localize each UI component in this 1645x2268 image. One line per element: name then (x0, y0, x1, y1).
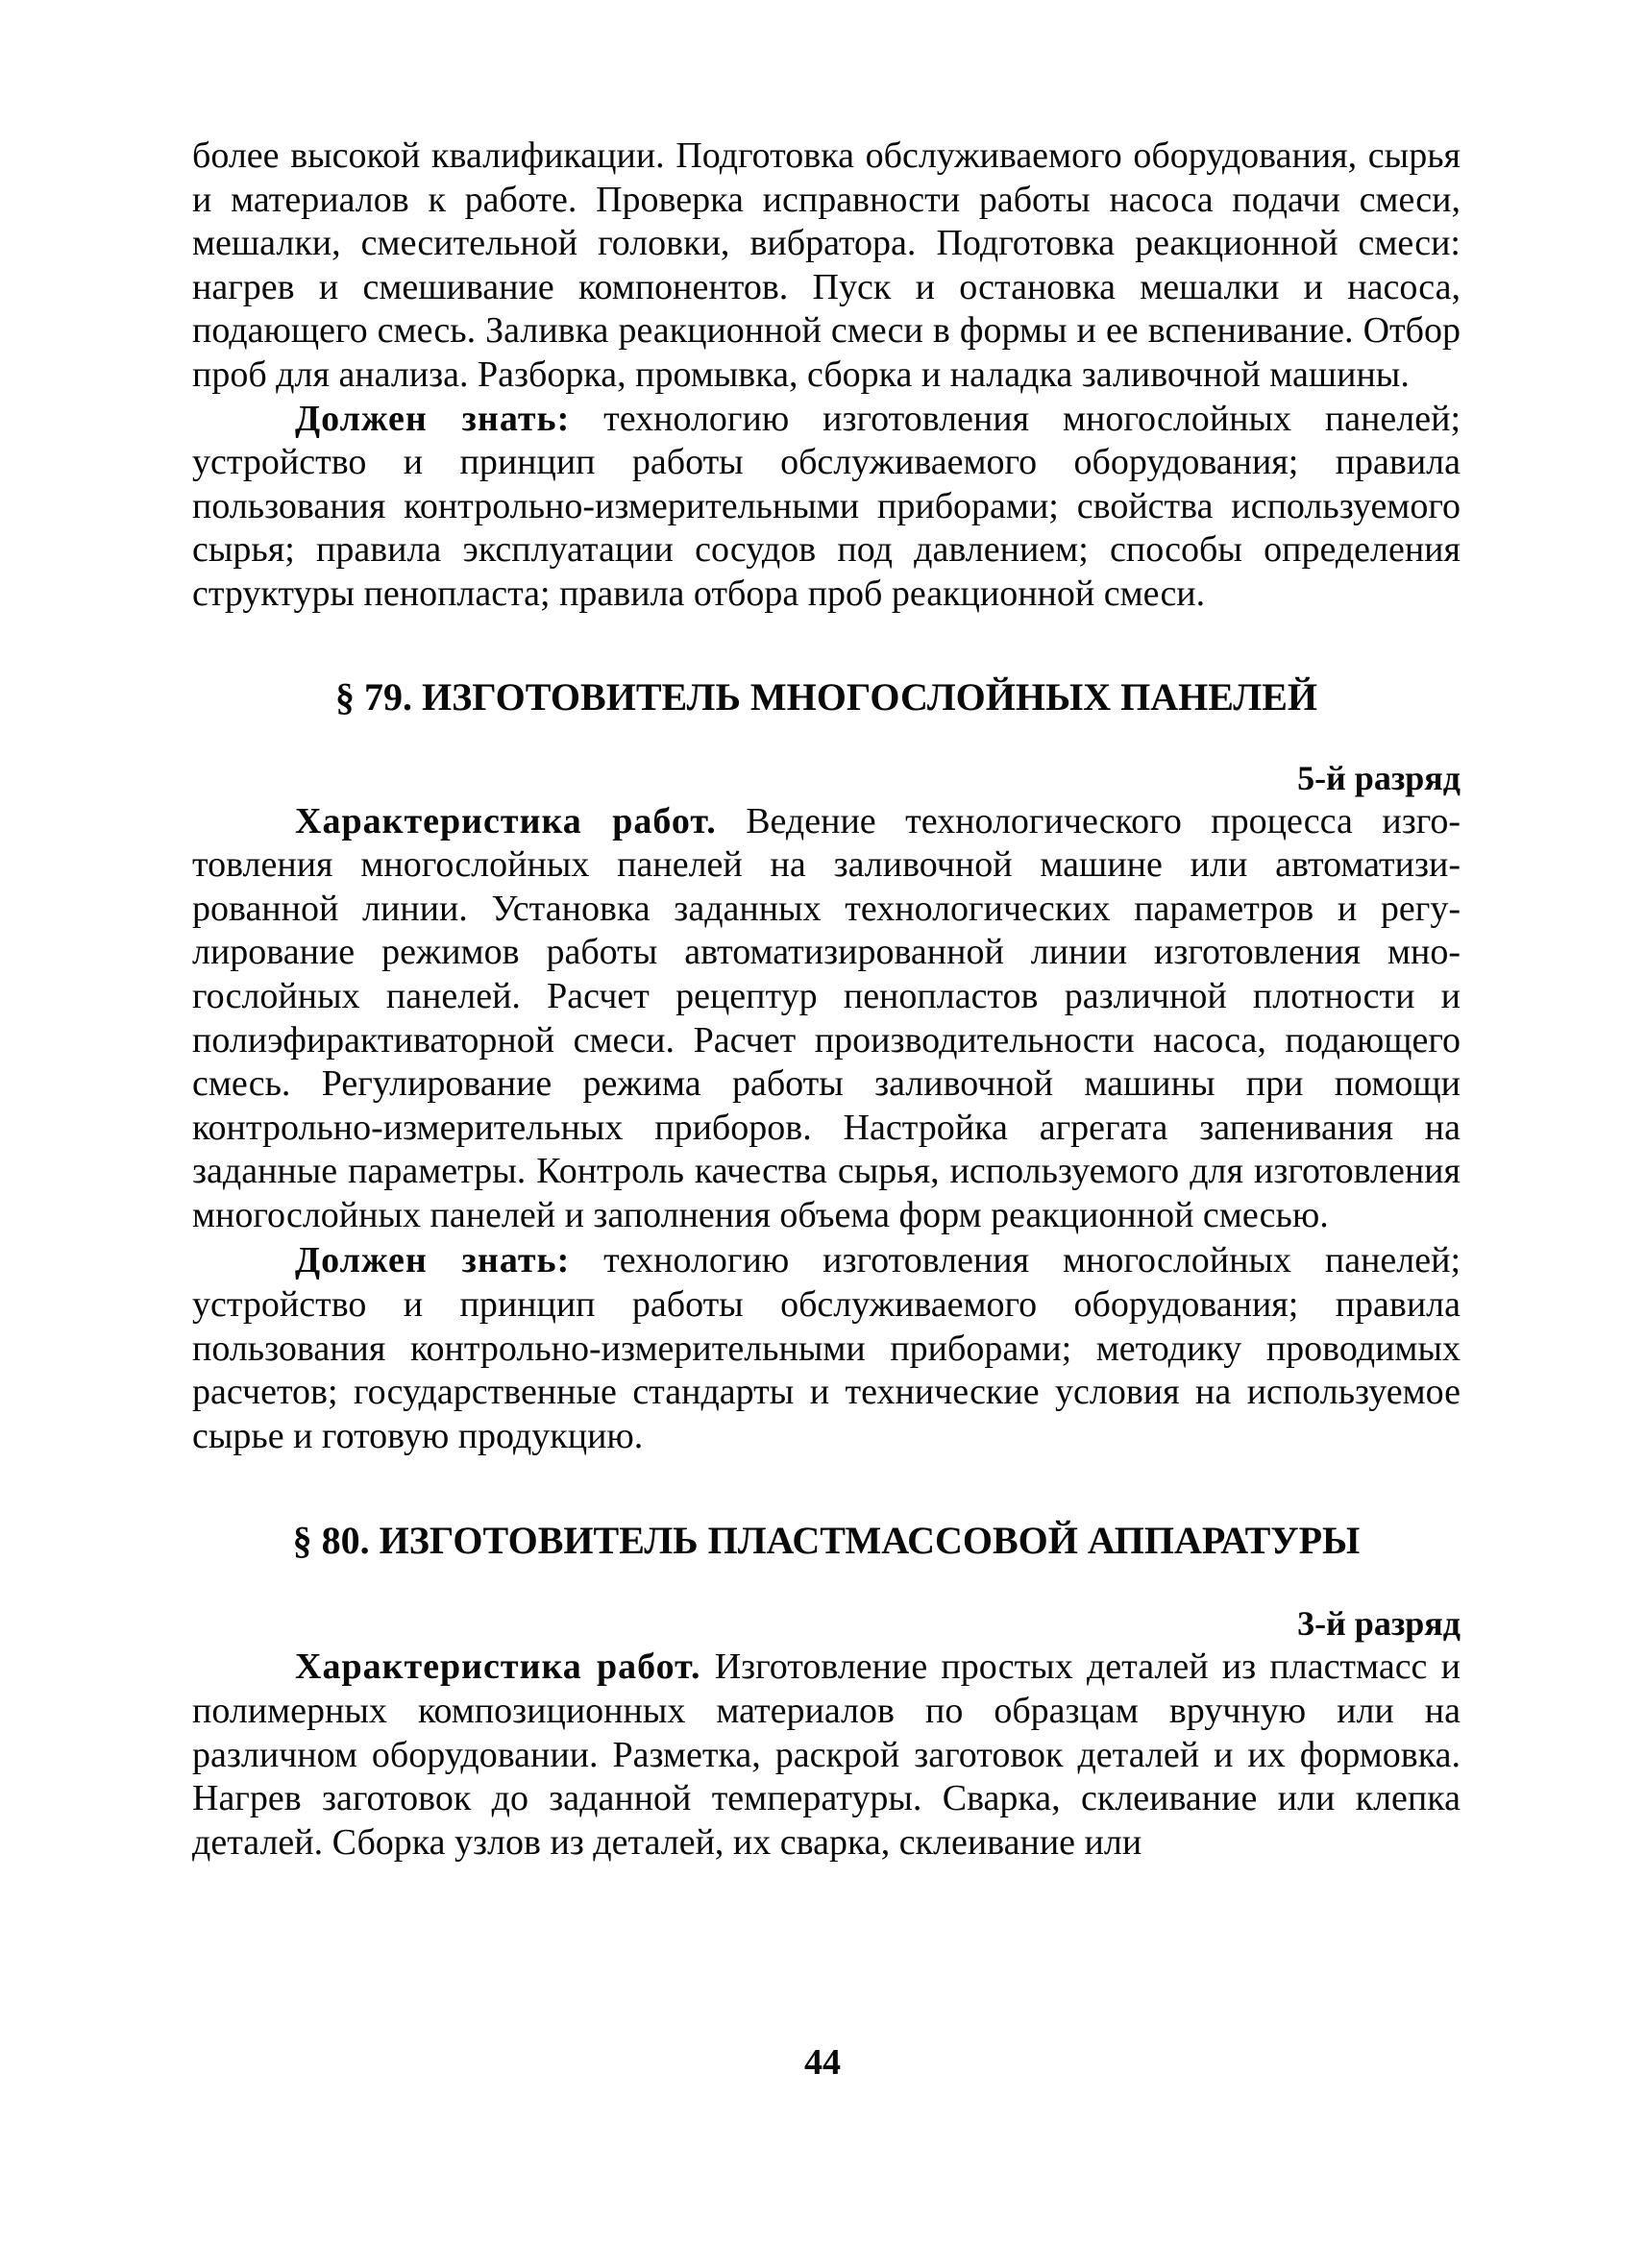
page-content (192, 134, 1461, 1865)
intro-knowledge-paragraph (192, 398, 1461, 617)
section-79-knowledge-text: технологию изготовления многослойных панелей; устройство и принцип работы обслуживаемого оборудования; правила пользования контрольно-измерительными приборами; методику проводимых расчетов; государственные стандарты и технические условия на используемое сырье и готовую продукцию. (192, 1240, 1461, 1456)
section-79-heading: § 79. ИЗГОТОВИТЕЛЬ МНОГОСЛОЙНЫХ ПАНЕЛЕЙ (334, 674, 1318, 719)
section-79-characteristics-text: Ведение технологического процесса изготовления многослойных панелей на заливочной машине или автоматизированной линии. Установка заданных технологических параметров и регулирование режимов работы автоматизированной линии изготовления многослойных панелей. Расчет рецептур пенопластов различной плотности и полиэфирактиваторной смеси. Расчет производительности насоса, подающего смесь. Регулирование режима работы заливочной машины при помощи контрольно-измерительных приборов. Настройка агрегата запенивания на заданные параметры. Контроль качества сырья, используемого для изготовления многослойных панелей и заполнения объема форм реакционной смесью. (192, 800, 1461, 1235)
section-79-characteristics-label: Характеристика работ. (295, 800, 717, 841)
section-80-rank: 3-й разряд (1297, 1604, 1461, 1644)
section-79-rank: 5-й разряд (1297, 758, 1461, 797)
intro-text: более высокой квалификации. Подготовка обслуживаемого оборудования, сырья и материалов к работе. Проверка исправности работы насоса подачи смеси, мешалки, смесительной головки, вибратора. Подготовка реакционной смеси: нагрев и смешивание компонентов. Пуск и остановка мешалки и насоса, подающего смесь. Заливка реакционной смеси в формы и ее вспенивание. Отбор проб для анализа. Разборка, промывка, сборка и наладка заливочной машины. (192, 135, 1461, 395)
intro-paragraph (192, 134, 1461, 398)
section-80-characteristics-text: Изготовление простых деталей из пластмасс и полимерных композиционных материалов по образцам вручную или на различном оборудовании. Разметка, раскрой заготовок деталей и их формовка. Нагрев заготовок до заданной температуры. Сварка, склеивание или клепка деталей. Сборка узлов из деталей, их сварка, склеивание или (192, 1646, 1461, 1863)
intro-knowledge-label: Должен знать: (295, 398, 571, 439)
section-79-knowledge (192, 1239, 1461, 1458)
section-79-knowledge-label: Должен знать: (295, 1240, 571, 1281)
section-80-characteristics (192, 1646, 1461, 1865)
section-80-heading: § 80. ИЗГОТОВИТЕЛЬ ПЛАСТМАССОВОЙ АППАРАТУРЫ (292, 1519, 1361, 1563)
page-number: 44 (804, 2042, 841, 2083)
section-79-characteristics (192, 800, 1461, 1238)
section-80-characteristics-label: Характеристика работ. (295, 1646, 701, 1688)
intro-knowledge-text: технологию изготовления многослойных панелей; устройство и принцип работы обслуживаемого оборудования; правила пользования контрольно-измерительными приборами; свойства используемого сырья; правила эксплуатации сосудов под давлением; способы определения структуры пенопласта; правила отбора проб реакционной смеси. (192, 398, 1461, 614)
